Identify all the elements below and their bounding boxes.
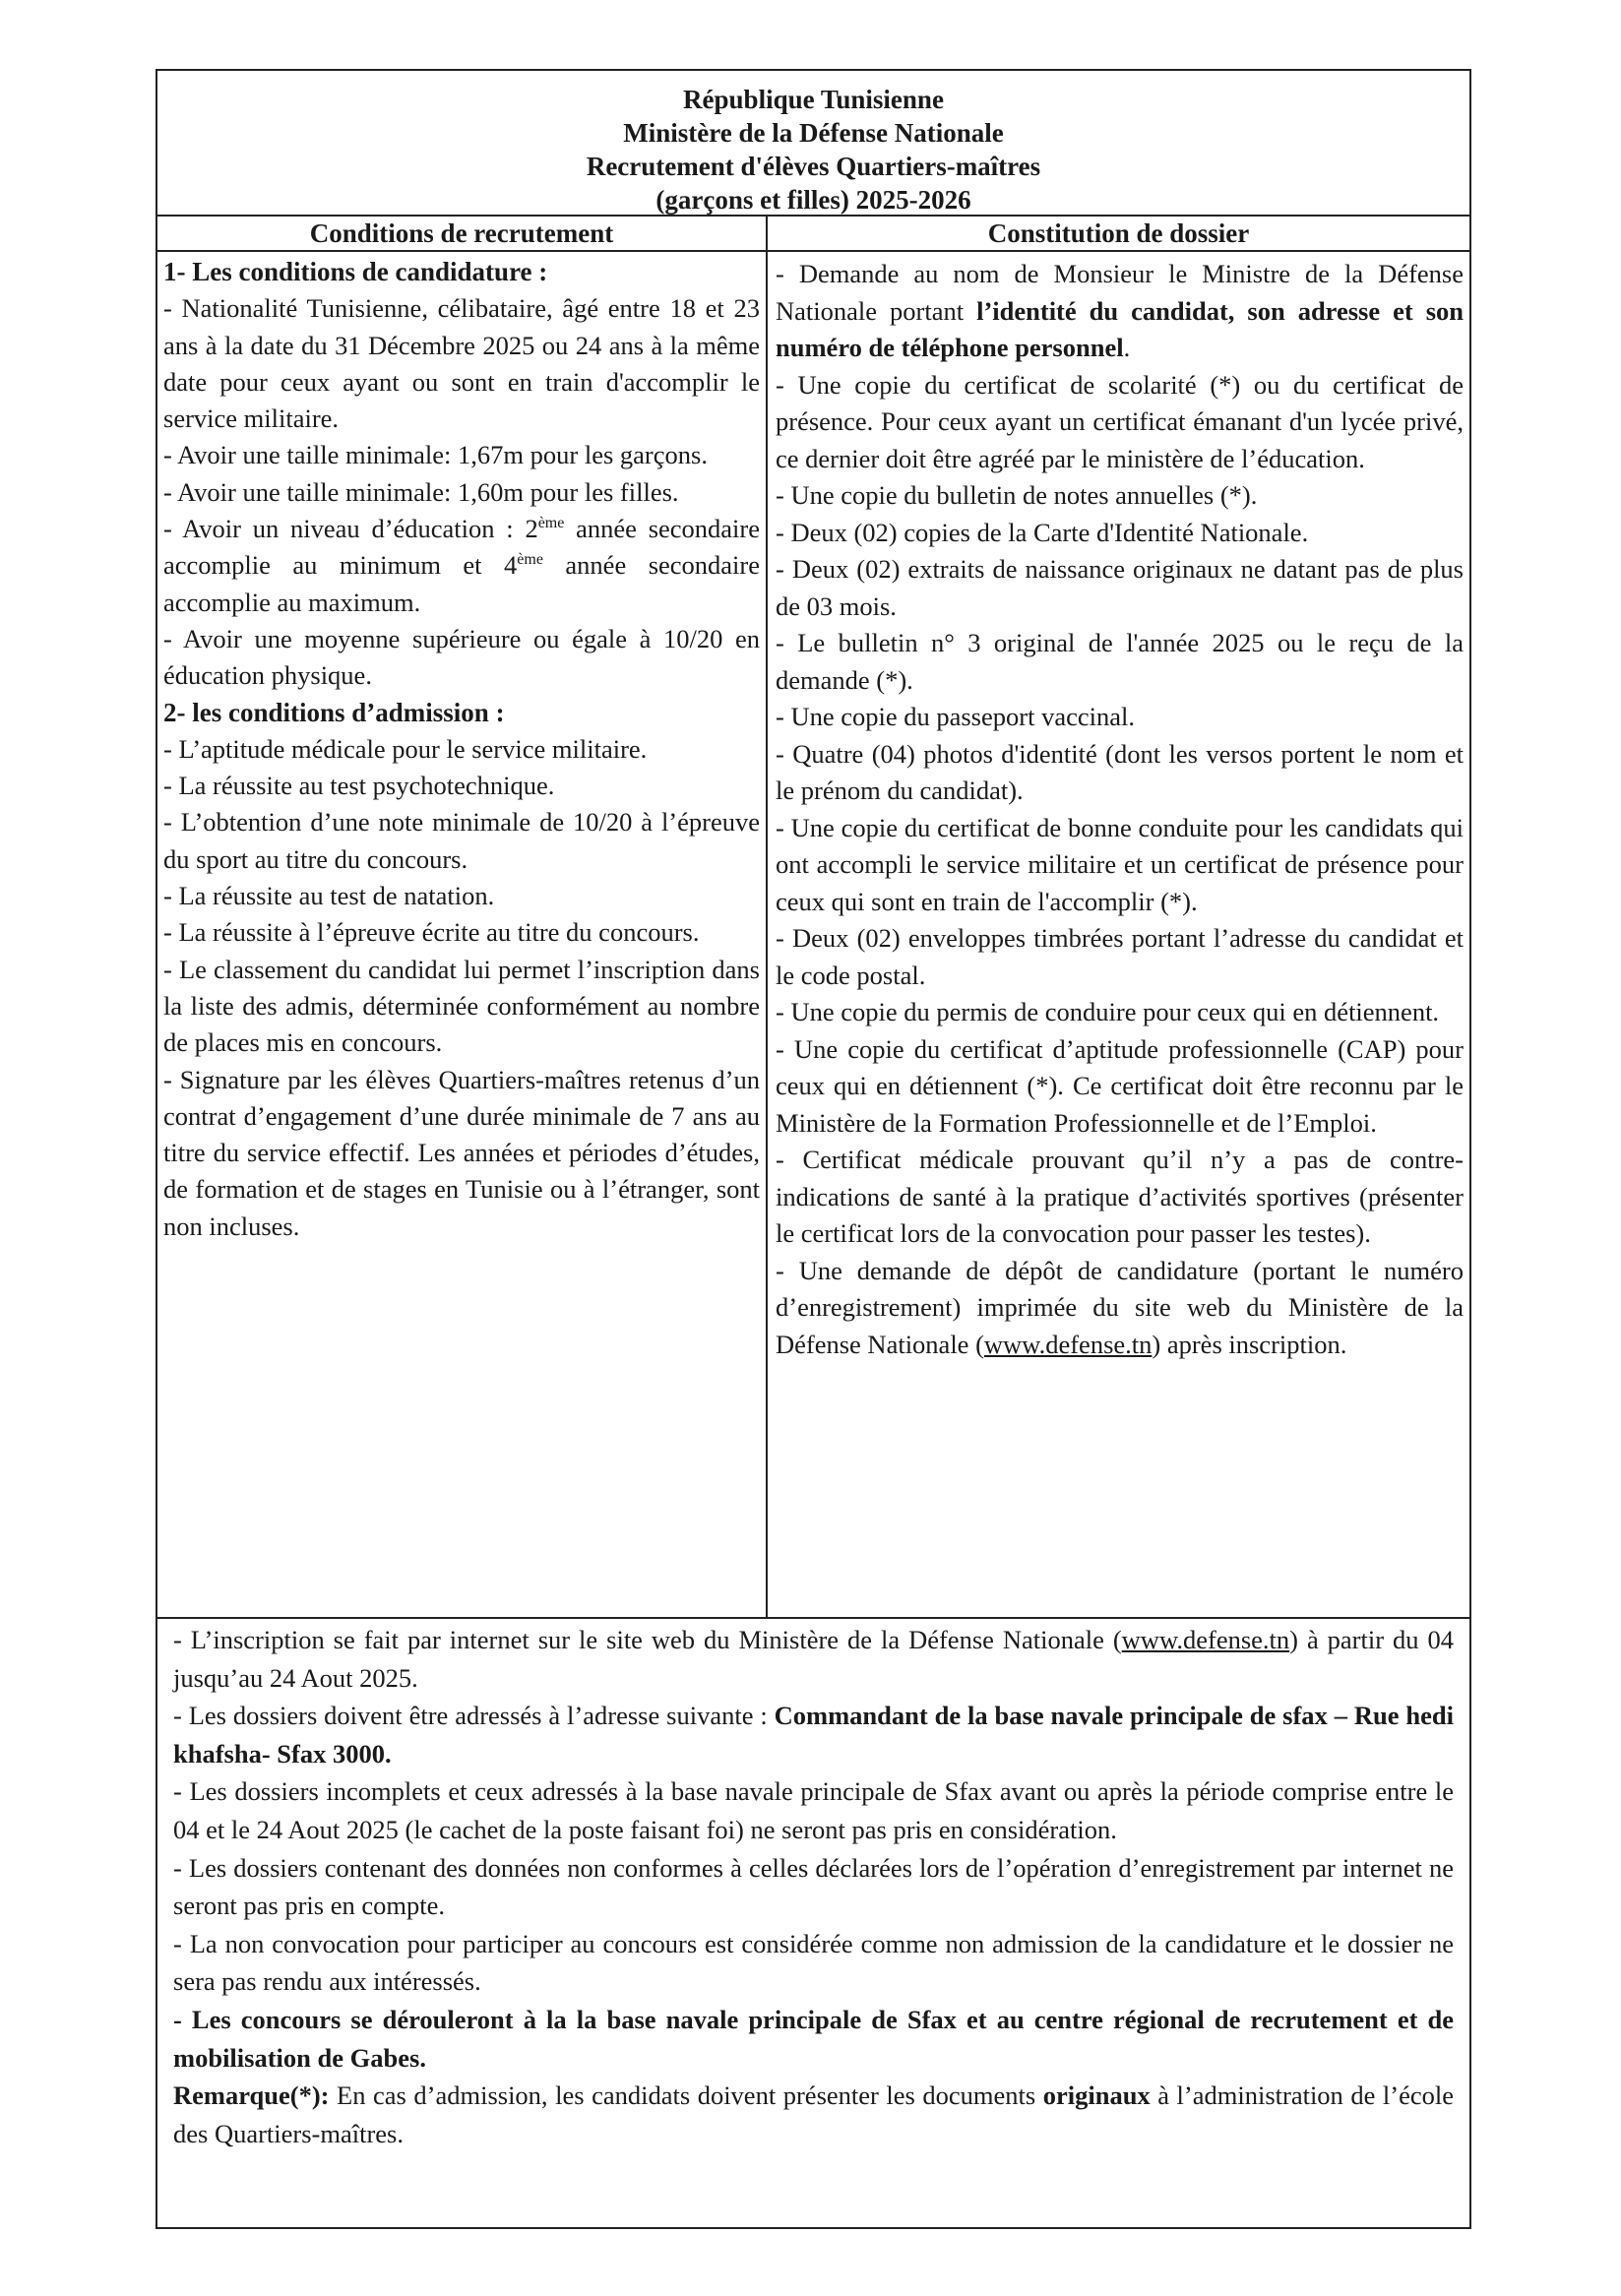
- note-item: - La non convocation pour participer au concours est considérée comme non admission de la candidature et le dossier ne sera pas rendu aux intéressés.: [173, 1928, 1454, 1997]
- admission-item: - La réussite au test psychotechnique.: [163, 771, 555, 801]
- header-ministry: Ministère de la Défense Nationale: [623, 118, 1004, 148]
- admission-item: - L’obtention d’une note minimale de 10/20 à l’épreuve du sport au titre du concours.: [163, 807, 760, 874]
- remark-label: Remarque(*):: [173, 2080, 330, 2111]
- dossier-item: - Deux (02) enveloppes timbrées portant l’adresse du candidat et le code postal.: [776, 923, 1464, 990]
- dossier-item: - Une copie du permis de conduire pour ceux qui en détiennent.: [776, 997, 1440, 1026]
- header-subtitle: (garçons et filles) 2025-2026: [655, 185, 971, 215]
- condition-item: - Avoir un niveau d’éducation : 2ème année secondaire accomplie au minimum et 4ème année secondaire accomplie au maximum.: [163, 514, 760, 617]
- two-column-table: [157, 217, 1469, 1619]
- notice-frame: [156, 69, 1471, 2229]
- general-notes: [157, 1619, 1469, 2152]
- section-title-candidature: 1- Les conditions de candidature :: [163, 257, 548, 286]
- admission-item: - Le classement du candidat lui permet l’inscription dans la liste des admis, déterminée conformément au nombre de places mis en concours.: [163, 954, 760, 1058]
- note-item: - Les dossiers incomplets et ceux adressés à la base navale principale de Sfax avant ou après la période comprise entre le 04 et le 24 Aout 2025 (le cachet de la poste faisant foi) ne seront pas pris en considération.: [173, 1776, 1454, 1844]
- column-heading-conditions: Conditions de recrutement: [157, 217, 766, 252]
- header-title: Recrutement d'élèves Quartiers-maîtres: [586, 152, 1041, 181]
- admission-item: - Signature par les élèves Quartiers-maîtres retenus d’un contrat d’engagement d’une durée minimale de 7 ans au titre du service effectif. Les années et périodes d’études, de formation et de stages en Tunisie ou à l’étranger, sont non incluses.: [163, 1064, 760, 1241]
- note-item: - Les dossiers contenant des données non conformes à celles déclarées lors de l’opération d’enregistrement par internet ne seront pas pris en compte.: [173, 1852, 1454, 1921]
- dossier-item: - Une copie du certificat d’aptitude professionnelle (CAP) pour ceux qui en détiennent (*). Ce certificat doit être reconnu par le Ministère de la Formation Professionnelle et de l’Emploi.: [776, 1033, 1464, 1138]
- admission-item: - La réussite au test de natation.: [163, 881, 495, 911]
- condition-item: - Avoir une moyenne supérieure ou égale à 10/20 en éducation physique.: [163, 623, 760, 691]
- defense-website-link[interactable]: www.defense.tn: [983, 1329, 1153, 1359]
- mailing-address: Commandant de la base navale principale de sfax – Rue hedi khafsha- Sfax 3000.: [173, 1701, 1454, 1769]
- admission-item: - L’aptitude médicale pour le service militaire.: [163, 733, 648, 764]
- dossier-item: - Certificat médicale prouvant qu’il n’y a pas de contre-indications de santé à la pratique d’activités sportives (présenter le certificat lors de la convocation pour passer les testes).: [776, 1145, 1464, 1248]
- condition-item: - Nationalité Tunisienne, célibataire, âgé entre 18 et 23 ans à la date du 31 Décembre 2025 ou 24 ans à la même date pour ceux ayant ou sont en train d'accomplir le service militaire.: [163, 293, 760, 434]
- note-item-exam-location: - Les concours se dérouleront à la la base navale principale de Sfax et au centre régional de recrutement et de mobilisation de Gabes.: [173, 2004, 1454, 2073]
- header-country: République Tunisienne: [683, 85, 944, 114]
- dossier-item: - Une copie du certificat de bonne conduite pour les candidats qui ont accompli le service militaire et un certificat de présence pour ceux qui sont en train de l'accomplir (*).: [776, 812, 1464, 916]
- dossier-item: - Une copie du passeport vaccinal.: [776, 702, 1135, 731]
- column-heading-dossier: Constitution de dossier: [768, 217, 1469, 252]
- note-item: - Les dossiers doivent être adressés à l’adresse suivante : Commandant de la base navale principale de sfax – Rue hedi khafsha- Sfax 3000.: [173, 1701, 1454, 1769]
- dossier-item: - Deux (02) copies de la Carte d'Identité Nationale.: [776, 517, 1309, 547]
- admission-item: - La réussite à l’épreuve écrite au titre du concours.: [163, 917, 700, 948]
- dossier-item: - Le bulletin n° 3 original de l'année 2025 ou le reçu de la demande (*).: [776, 628, 1464, 695]
- condition-item: - Avoir une taille minimale: 1,67m pour les garçons.: [163, 440, 708, 470]
- notice-header: [157, 71, 1469, 217]
- dossier-item: - Une demande de dépôt de candidature (portant le numéro d’enregistrement) imprimée du site web du Ministère de la Défense Nationale (www.defense.tn) après inscription.: [776, 1255, 1464, 1359]
- recruitment-conditions-column: [157, 217, 768, 1617]
- dossier-item: - Une copie du bulletin de notes annuelles (*).: [776, 480, 1258, 510]
- dossier-item: - Deux (02) extraits de naissance originaux ne datant pas de plus de 03 mois.: [776, 554, 1464, 621]
- dossier-item: - Quatre (04) photos d'identité (dont les versos portent le nom et le prénom du candidat).: [776, 738, 1464, 805]
- dossier-item: - Une copie du certificat de scolarité (*) ou du certificat de présence. Pour ceux ayant un certificat émanant d'un lycée privé, ce dernier doit être agréé par le ministère de l’éducation.: [776, 369, 1464, 473]
- dossier-column: [768, 217, 1469, 1617]
- remark: Remarque(*): En cas d’admission, les candidats doivent présenter les documents originaux à l’administration de l’école des Quartiers-maîtres.: [173, 2080, 1454, 2148]
- dossier-item: - Demande au nom de Monsieur le Ministre de la Défense Nationale portant l’identité du candidat, son adresse et son numéro de téléphone personnel.: [776, 259, 1465, 362]
- section-title-admission: 2- les conditions d’admission :: [163, 697, 505, 727]
- dossier-body: [768, 252, 1469, 1363]
- conditions-body: [157, 252, 766, 1245]
- note-item: - L’inscription se fait par internet sur le site web du Ministère de la Défense Nationale (www.defense.tn) à partir du 04 jusqu’au 24 Aout 2025.: [173, 1625, 1454, 1693]
- condition-item: - Avoir une taille minimale: 1,60m pour les filles.: [163, 476, 679, 507]
- defense-website-link[interactable]: www.defense.tn: [1121, 1625, 1290, 1654]
